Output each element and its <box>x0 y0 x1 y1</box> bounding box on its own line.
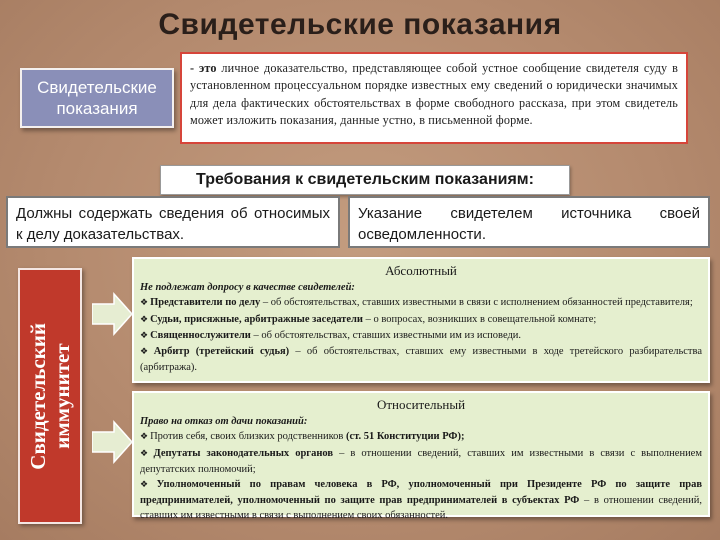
absolute-immunity-panel <box>132 257 710 383</box>
list-item: ❖ Арбитр (третейский судья) – об обстоятельствах, ставших ему известными в ходе третейского разбирательства (арбитража). <box>140 346 702 374</box>
check-bullet-icon: ❖ <box>140 347 152 358</box>
relative-immunity-panel <box>132 391 710 522</box>
relative-subtitle: Право на отказ от дачи показаний: <box>140 416 308 428</box>
check-bullet-icon: ❖ <box>140 298 149 309</box>
right-arrow-icon <box>92 292 132 336</box>
check-bullet-icon: ❖ <box>140 480 155 491</box>
immunity-label: Свидетельский иммунитет <box>26 322 74 470</box>
list-item: ❖ Представители по делу – об обстоятельствах, ставших известными в связи с исполнением обязанностей представителя; <box>140 297 693 309</box>
relative-heading: Относительный <box>376 397 466 412</box>
definition-text: личное доказательство, представляющее собой устное сообщение свидетеля суду в установленном процессуальном порядке известных ему сведений о юридически значимых для дела фактических обстоятельствах в форме свободного рассказа, при этом свидетель может изложить показания, данные устно, в письменной форме. <box>190 61 678 128</box>
list-item: ❖ Священнослужители – об обстоятельствах, ставших известными им из исповеди. <box>140 329 522 341</box>
check-bullet-icon: ❖ <box>140 330 149 341</box>
term-label-box <box>20 68 174 128</box>
definition-lead: - это <box>190 61 217 75</box>
requirement-left-box: Должны содержать сведения об относимых к делу доказательствах. <box>6 196 340 248</box>
list-item: ❖ Против себя, своих близких родственников (ст. 51 Конституции РФ); <box>140 431 465 443</box>
term-label: Свидетельские показания <box>37 78 157 118</box>
list-item: ❖ Депутаты законодательных органов – в отношении сведений, ставших им известными в связи с выполнением депутатских полномочий; <box>140 447 702 475</box>
list-item: ❖ Уполномоченный по правам человека в РФ, уполномоченный при Президенте РФ по защите прав предпринимателей, уполномоченный по защите прав предпринимателей в субъектах РФ – в отношении сведений, ставших им известными в связи с выполнением своих обязанностей. <box>140 479 703 522</box>
absolute-heading: Абсолютный <box>385 263 457 278</box>
check-bullet-icon: ❖ <box>140 314 149 325</box>
requirements-title: Требования к свидетельским показаниям: <box>160 165 570 195</box>
absolute-subtitle: Не подлежат допросу в качестве свидетелей: <box>140 282 355 294</box>
immunity-bar <box>18 268 82 524</box>
requirement-right-box: Указание свидетелем источника своей осведомленности. <box>348 196 710 248</box>
check-bullet-icon: ❖ <box>140 432 149 443</box>
check-bullet-icon: ❖ <box>140 448 152 459</box>
list-item: ❖ Судьи, присяжные, арбитражные заседатели – о вопросах, возникших в совещательной комнате; <box>140 313 597 325</box>
page-title: Свидетельские показания <box>158 8 562 41</box>
right-arrow-icon <box>92 420 132 464</box>
definition-box <box>180 52 688 144</box>
